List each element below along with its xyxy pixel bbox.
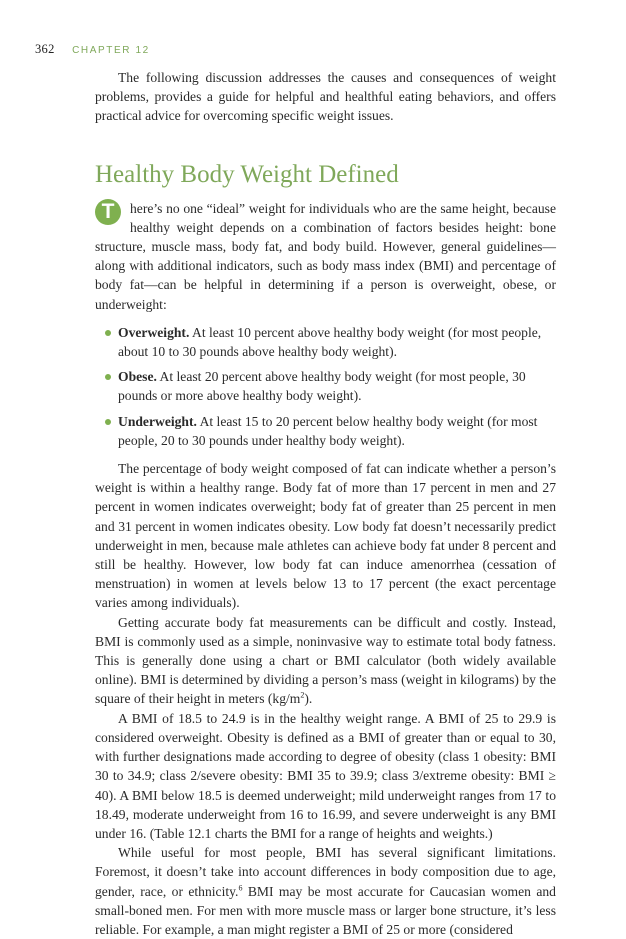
list-item: [105, 412, 556, 450]
chapter-label: CHAPTER 12: [72, 45, 150, 56]
list-item-text: At least 10 percent above healthy body weight (for most people, about 10 to 30 pounds above healthy body weight).: [118, 324, 542, 360]
list-item-term: Underweight.: [118, 413, 197, 429]
lead-paragraph-text: here’s no one “ideal” weight for individuals who are the same height, because healthy weight depends on a combination of factors besides height: bone structure, muscle mass, body fat, and body build. However, general guidelines—along with additional indicators, such as body mass index (BMI) and percentage of body fat—can be helpful in determining if a person is overweight, obese, or underweight:: [95, 200, 556, 312]
dropcap-letter: T: [95, 199, 121, 225]
bmi-intro-paragraph: [95, 613, 556, 709]
footnote-ref: 6: [238, 882, 243, 892]
bmi-intro-text: Getting accurate body fat measurements can be difficult and costly. Instead, BMI is commonly used as a simple, noninvasive way to estimate total body fatness. This is generally done using a chart or BMI calculator (both widely available online). BMI is determined by dividing a person’s mass (weight in kilograms) by the square of their height in meters (kg/m: [95, 614, 556, 707]
bmi-limits-text: While useful for most people, BMI has several significant limitations. Foremost, it doesn’t take into account differences in body composition due to age, gender, race, or ethnicity.: [95, 845, 556, 899]
bmi-limits-end: BMI may be most accurate for Caucasian women and small-boned men. For men with more muscle mass or larger bone structure, it’s less reliable. For example, a man might register a BMI of 25 or more (considered: [95, 883, 556, 937]
list-item-term: Overweight.: [118, 324, 190, 340]
list-item-text: At least 20 percent above healthy body weight (for most people, 30 pounds or more above healthy body weight).: [118, 369, 526, 404]
weight-category-list: [105, 323, 556, 450]
bullet-icon: [105, 330, 111, 336]
list-item-text: At least 15 to 20 percent below healthy body weight (for most people, 20 to 30 pounds under healthy body weight).: [118, 413, 538, 448]
page-number: 362: [35, 42, 55, 56]
superscript: 2: [300, 690, 305, 700]
bmi-intro-end: ).: [304, 691, 313, 707]
bullet-icon: [105, 419, 111, 425]
list-item: [105, 367, 556, 405]
body-fat-paragraph: The percentage of body weight composed of fat can indicate whether a person’s weight is within a healthy range. Body fat of more than 17 percent in men and 27 percent in women indicates overweight; body fat of greater than 25 percent in men and 31 percent in women indicates obesity. Low body fat doesn’t necessarily predict underweight in men, because male athletes can achieve body fat under 8 percent and still be healthy. However, low body fat can induce amenorrhea (cessation of menstruation) in women at levels below 13 to 17 percent (the exact percentage varies among individuals).: [95, 461, 556, 611]
bmi-ranges-paragraph: A BMI of 18.5 to 24.9 is in the healthy weight range. A BMI of 25 to 29.9 is considered overweight. Obesity is defined as a BMI of greater than or equal to 30, with further designations made according to degree of obesity (class 1 obesity: BMI 30 to 34.9; class 2/severe obesity: BMI 35 to 39.9; class 3/extreme obesity: BMI ≥ 40). A BMI below 18.5 is deemed underweight; mild underweight ranges from 17 to 18.49, moderate underweight from 16 to 16.99, and severe underweight is any BMI under 16. (Table 12.1 charts the BMI for a range of heights and weights.): [95, 710, 556, 841]
list-item: [105, 323, 556, 361]
bullet-icon: [105, 374, 111, 380]
intro-paragraph: The following discussion addresses the causes and consequences of weight problems, provides a guide for helpful and healthful eating behaviors, and offers practical advice for overcoming specific weight issues.: [95, 70, 556, 124]
section-heading: Healthy Body Weight Defined: [95, 160, 399, 188]
page-body: [95, 66, 556, 939]
running-header: [35, 42, 150, 57]
list-item-term: Obese.: [118, 369, 157, 385]
lead-paragraph: [95, 199, 556, 314]
bmi-limits-paragraph: [95, 843, 556, 939]
